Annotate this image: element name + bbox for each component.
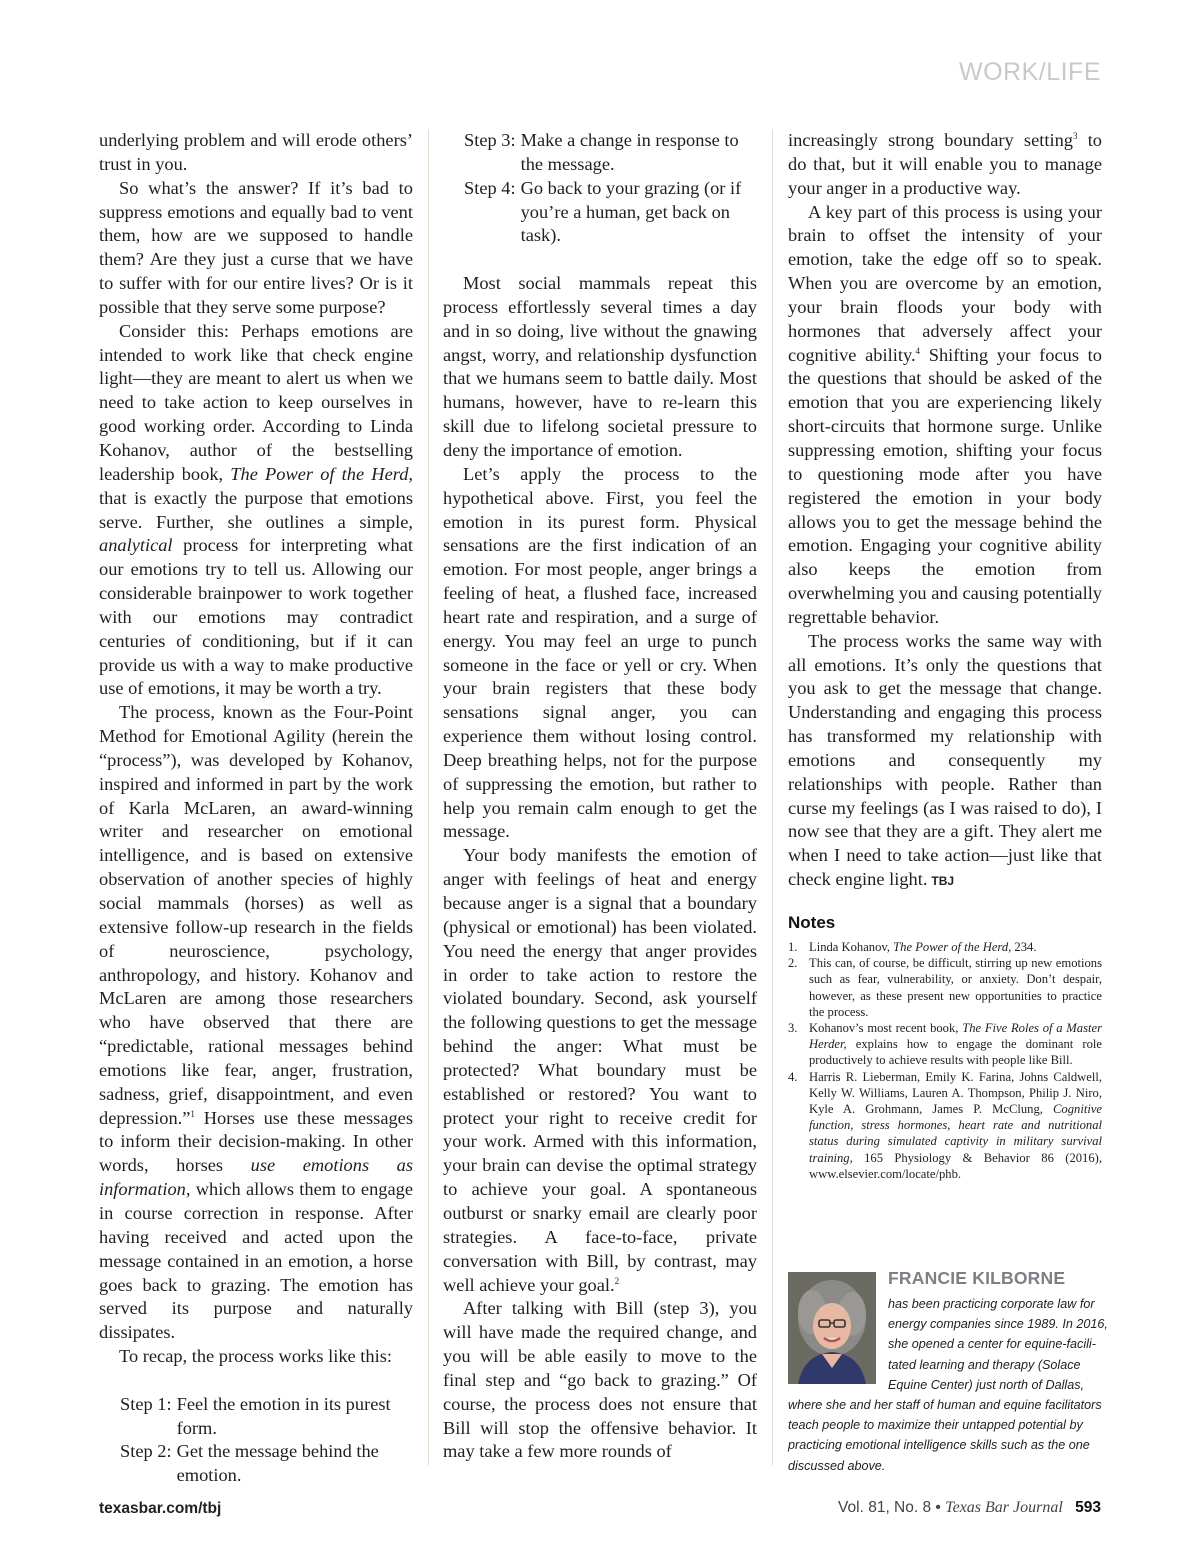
- footnote-ref: 1: [190, 1108, 195, 1119]
- author-bio-text: has been practicing corporate law for energy companies since 1989. In 2016, she opened a center for equine-facili- tated learning and therapy (Solace Equine Center) just north of Dallas, where she and her staff of human and equine facilitators teach people to maximize their untapped potential by practicing emotional intelligence skills such as the one discussed above.: [788, 1297, 1108, 1473]
- note-item: 2. This can, of course, be difficult, stirring up new emotions such as fear, vulnerability, or anxiety. Don’t despair, however, as these present new opportunities to practice the process.: [788, 956, 1102, 1019]
- footer-site-link[interactable]: texasbar.com/tbj: [99, 1500, 222, 1517]
- footnote-ref: 3: [1072, 131, 1078, 141]
- step-item: Step 1: Feel the emotion in its purest form.: [120, 1393, 391, 1438]
- end-mark: TBJ: [931, 874, 955, 889]
- paragraph: Your body manifests the emotion of anger with feelings of heat and energy because anger is a signal that a boundary (physical or emotional) has been violated. You need the energy that anger provides in order to take action to restore the violated boundary. Second, ask yourself the following questions to get the message behind the anger: What must be protected? What boundary must be established or restored? You want to protect your right to receive credit for your work. Armed with this information, your brain can devise the optimal strategy to achieve your goal. A spontaneous outburst or snarky email are clearly poor strategies. A face-to-face, private conversation with Bill, by contrast, may well achieve your goal.$^2$: [443, 845, 757, 1295]
- step-list: [99, 1393, 413, 1488]
- paragraph: After talking with Bill (step 3), you will have made the required change, and you will be able easily to move to the final step and “go back to grazing.” Of course, the process does not ensure that Bill will stop the offensive behavior. It may take a few more rounds of: [443, 1298, 757, 1462]
- article-column-2: [443, 129, 757, 1464]
- volume-issue: Vol. 81, No. 8: [838, 1499, 932, 1516]
- paragraph: A key part of this process is using your brain to offset the intensity of your emotion, take the edge off so to speak. When you are overcome by an emotion, your brain floods your body with hormones that adversely affect your cognitive ability.$^4$ Shifting your focus to the questions that should be asked of the emotion that you are experiencing likely short-circuits that hormone surge. Unlike suppressing emotion, shifting your focus to questioning mode after you have registered the emotion in your body allows you to get the message behind the emotion. Engaging your cognitive ability also keeps the emotion from overwhelming you and causing potentially regrettable behavior.: [788, 201, 1102, 627]
- paragraph: underlying problem and will erode others’ trust in you.: [99, 130, 413, 174]
- column-divider: [772, 129, 773, 1465]
- paragraph: increasingly strong boundary setting$^3$ to do that, but it will enable you to manage your anger in a productive way.: [788, 130, 1102, 198]
- author-name: FRANCIE KILBORNE: [888, 1268, 1066, 1288]
- note-item: 1. Linda Kohanov, The Power of the Herd, 234.: [788, 940, 1037, 954]
- journal-title: Texas Bar Journal: [945, 1499, 1063, 1516]
- paragraph: So what’s the answer? If it’s bad to suppress emotions and equally bad to vent them, how are we supposed to handle them? Are they just a curse that we have to suffer with for our entire lives? Or is it possible that they serve some purpose?: [99, 177, 413, 317]
- note-item: 3. Kohanov’s most recent book, The Five Roles of a Master Herder, explains how to engage the dominant role productively to achieve results with people like Bill.: [788, 1021, 1102, 1068]
- article-column-1: [99, 129, 413, 1488]
- paragraph: The process works the same way with all emotions. It’s only the questions that you ask to get the message that change. Understanding and engaging this process has transformed my relationship with emotions and consequently my relationships with people. Rather than curse my feelings (as I was raised to do), I now see that they are a gift. They alert me when I need to take action—just like that check engine light. TBJ: [788, 630, 1102, 890]
- step-list: [443, 129, 757, 248]
- footnote-ref: 4: [915, 345, 921, 356]
- paragraph: Let’s apply the process to the hypothetical above. First, you feel the emotion in its purest form. Physical sensations are the first indication of an emotion. For most people, anger brings a feeling of heat, a flushed face, increased heart rate and respiration, and a surge of energy. You may feel an urge to punch someone in the face or yell or cry. When your brain registers that these body sensations signal anger, you can experience them without losing control. Deep breathing helps, not for the purpose of suppressing the emotion, but rather to help you remain calm enough to get the message.: [443, 463, 757, 842]
- notes-heading: Notes: [788, 913, 836, 932]
- step-item: Step 3: Make a change in response to the message.: [464, 130, 739, 174]
- footnote-ref: 2: [614, 1275, 620, 1286]
- paragraph: Consider this: Perhaps emotions are intended to work like that check engine light—they are meant to alert us when we need to take action to keep ourselves in good working order. According to Linda Kohanov, author of the bestselling leadership book, The Power of the Herd, that is exactly the purpose that emotions serve. Further, she outlines a simple, analytical process for interpreting what our emotions try to tell us. Allowing our considerable brainpower to work together with our emotions may contradict centuries of conditioning, but if it can provide us with a way to make productive use of emotions, it may be worth a try.: [99, 320, 413, 699]
- section-label: WORK/LIFE: [958, 58, 1101, 86]
- book-title: The Power of the Herd,: [230, 463, 413, 484]
- step-item: Step 4: Go back to your grazing (or if you’re a human, get back on task).: [464, 177, 742, 246]
- footer-citation: [838, 1499, 1101, 1517]
- note-item: 4. Harris R. Lieberman, Emily K. Farina, Johns Caldwell, Kelly W. Williams, Lauren A. Thompson, Philip J. Niro, Kyle A. Grohmann, James P. McClung, Cognitive function, stress hormones, heart rate and nutritional status during simulated captivity in military survival training, 165 Physiology & Behavior 86 (2016), www.elsevier.com/locate/phb.: [788, 1069, 1102, 1181]
- notes-section: [788, 913, 1102, 1182]
- paragraph: The process, known as the Four-Point Method for Emotional Agility (herein the “process”), was developed by Kohanov, inspired and informed in part by the work of Karla McLaren, an award-winning writer and researcher on emotional intelligence, and is based on extensive observation of another species of highly social mammals (horses) as well as extensive follow-up research in the fields of neuroscience, psychology, anthropology, and history. Kohanov and McLaren are among those researchers who have observed that there are “predictable, rational messages behind emotions like fear, anger, frustration, sadness, grief, disappointment, and even depression.”$^1$ Horses use these messages to inform their decision-making. In other words, horses use emotions as information, which allows them to engage in course correction in response. After having received and acted upon the message contained in an emotion, a horse goes back to grazing. The emotion has served its purpose and naturally dissipates.: [99, 702, 413, 1343]
- step-item: Step 2: Get the message behind the emotion.: [120, 1441, 379, 1486]
- bullet-separator: •: [935, 1499, 941, 1516]
- paragraph: To recap, the process works like this:: [119, 1346, 392, 1367]
- page-number: 593: [1075, 1499, 1101, 1516]
- paragraph: Most social mammals repeat this process effortlessly several times a day and in so doing, live without the gnawing angst, worry, and relationship dysfunction that we humans seem to battle daily. Most humans, however, have to re-learn this skill due to lifelong societal pressure to deny the importance of emotion.: [443, 273, 757, 460]
- article-column-3: [788, 129, 1102, 894]
- column-divider: [428, 129, 429, 1465]
